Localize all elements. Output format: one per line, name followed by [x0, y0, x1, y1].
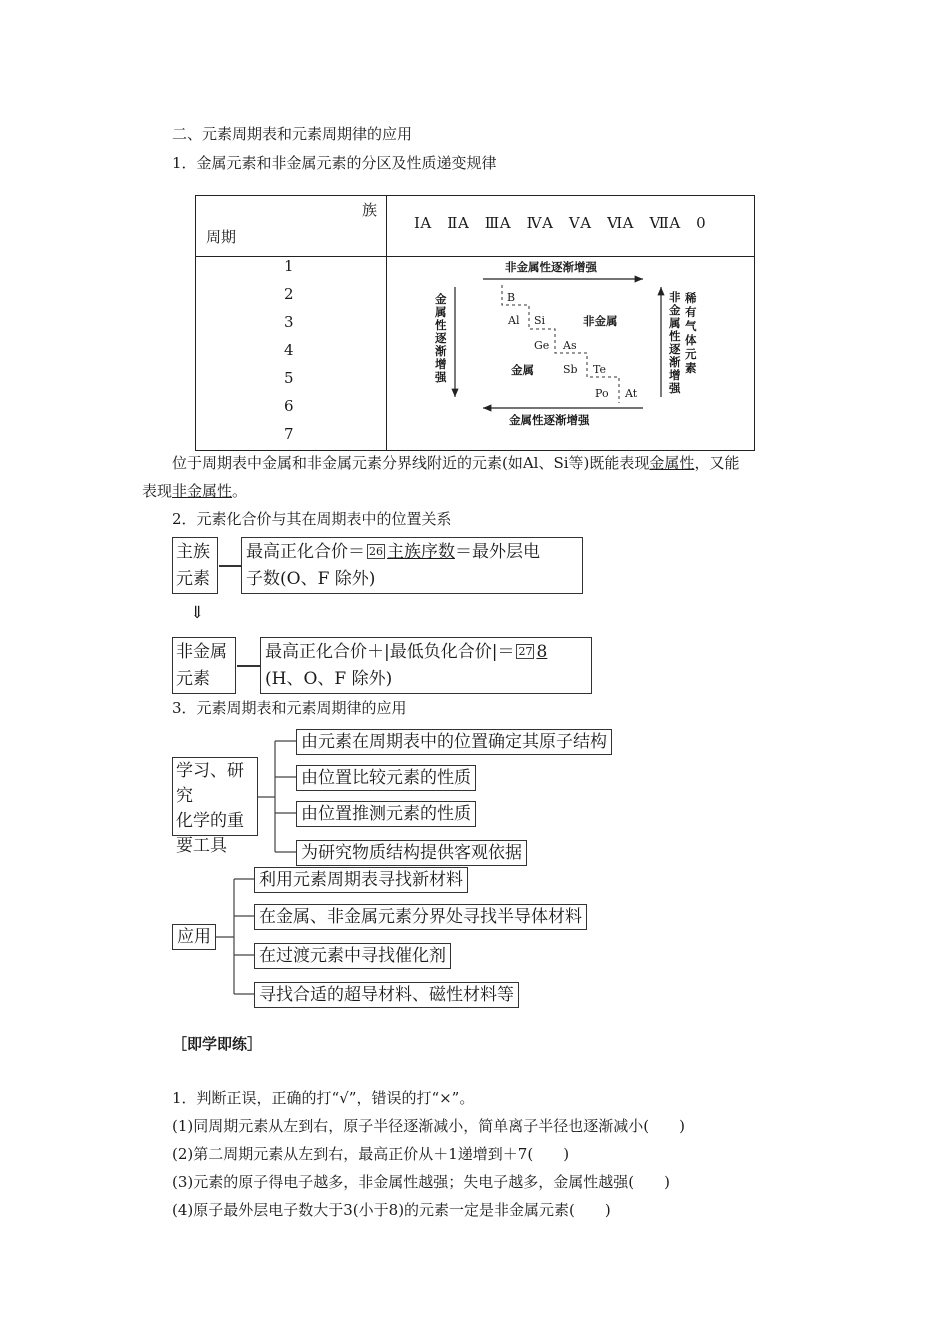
answer-blank: 金属性 [649, 454, 695, 472]
element-symbol: As [563, 339, 577, 352]
tool-item: 由位置推测元素的性质 [296, 801, 476, 827]
box-label: 元素 [176, 669, 210, 689]
period-number: 6 [284, 397, 294, 415]
tool-item: 为研究物质结构提供客观依据 [296, 840, 527, 866]
element-symbol: At [625, 387, 638, 400]
box-label: 化学的重 [176, 811, 244, 831]
tool-item: 由元素在周期表中的位置确定其原子结构 [296, 729, 612, 755]
practice-item: (1)同周期元素从左到右，原子半径逐渐减小，简单离子半径也逐渐减小( ) [172, 1117, 685, 1135]
box-label: 要工具 [176, 836, 227, 856]
element-symbol: Al [508, 314, 520, 327]
metal-region-label: 金属 [511, 363, 534, 377]
period-number: 1 [284, 257, 294, 275]
rule-text: 子数(O、F 除外) [246, 569, 376, 589]
element-symbol: Si [534, 314, 546, 327]
group-labels: ⅠA ⅡA ⅢA ⅣA ⅤA ⅥA ⅦA 0 [414, 214, 707, 232]
rule-text: 最高正化合价＝ [246, 542, 365, 562]
period-number: 7 [284, 425, 294, 443]
practice-heading: ［即学即练］ [172, 1035, 263, 1053]
tool-item: 由位置比较元素的性质 [296, 765, 476, 791]
period-number: 5 [284, 369, 294, 387]
answer-blank: 8 [536, 642, 548, 662]
down-arrow-icon: ⇓ [190, 603, 205, 623]
noble-gas-label: 稀有气体元素 [685, 291, 697, 375]
para1-text: ，又能 [694, 454, 740, 472]
box-label: 主族 [176, 542, 210, 562]
nonmetal-region-label: 非金属 [583, 314, 618, 328]
element-symbol: Ge [534, 339, 550, 352]
section-title: 二、元素周期表和元素周期律的应用 [172, 125, 413, 143]
item2-title: 2．元素化合价与其在周期表中的位置关系 [172, 510, 452, 528]
practice-item: (3)元素的原子得电子越多，非金属性越强；失电子越多，金属性越强( ) [172, 1173, 670, 1191]
practice-item: (4)原子最外层电子数大于3(小于8)的元素一定是非金属元素( ) [172, 1201, 611, 1219]
element-symbol: B [507, 291, 516, 304]
application-item: 在金属、非金属元素分界处寻找半导体材料 [254, 904, 587, 930]
rule-text: (H、O、F 除外) [265, 669, 393, 689]
rule-text: 最高正化合价＋|最低负化合价|＝ [265, 642, 515, 662]
header-zu: 族 [362, 201, 378, 219]
right-arrow-label: 非金属性逐渐增强 [669, 290, 681, 395]
blank-number: 27 [518, 645, 533, 658]
period-number: 4 [284, 341, 294, 359]
rule-text: ＝最外层电 [455, 542, 540, 562]
element-symbol: Sb [563, 363, 578, 376]
element-symbol: Po [595, 387, 609, 400]
para1-text: 表现 [142, 482, 173, 500]
header-zhouqi: 周期 [206, 228, 237, 246]
para1-text: 位于周期表中金属和非金属元素分界线附近的元素(如Al、Si等)既能表现 [172, 454, 650, 472]
application-box: 应用 [172, 924, 216, 950]
answer-blank: 非金属性 [172, 482, 233, 500]
blank-number: 26 [369, 545, 383, 558]
application-item: 在过渡元素中寻找催化剂 [254, 943, 451, 969]
bottom-arrow-label: 金属性逐渐增强 [509, 413, 590, 427]
item1-title: 1．金属元素和非金属元素的分区及性质递变规律 [172, 154, 497, 172]
box-label: 非金属 [176, 642, 227, 662]
tool-box [172, 757, 258, 856]
period-number: 2 [284, 285, 294, 303]
application-item: 寻找合适的超导材料、磁性材料等 [254, 982, 519, 1008]
box-label: 元素 [176, 569, 210, 589]
period-number: 3 [284, 313, 294, 331]
practice-question: 1．判断正误，正确的打“√”，错误的打“×”。 [172, 1089, 475, 1107]
element-symbol: Te [593, 363, 606, 376]
application-item: 利用元素周期表寻找新材料 [254, 867, 468, 893]
left-arrow-label: 金属性逐渐增强 [435, 292, 447, 384]
answer-blank: 主族序数 [387, 542, 455, 562]
item3-title: 3．元素周期表和元素周期律的应用 [172, 699, 407, 717]
box-label: 学习、研究 [176, 761, 244, 806]
para1-text: 。 [232, 482, 248, 500]
practice-item: (2)第二周期元素从左到右，最高正价从＋1递增到＋7( ) [172, 1145, 570, 1163]
top-arrow-label: 非金属性逐渐增强 [505, 260, 597, 274]
